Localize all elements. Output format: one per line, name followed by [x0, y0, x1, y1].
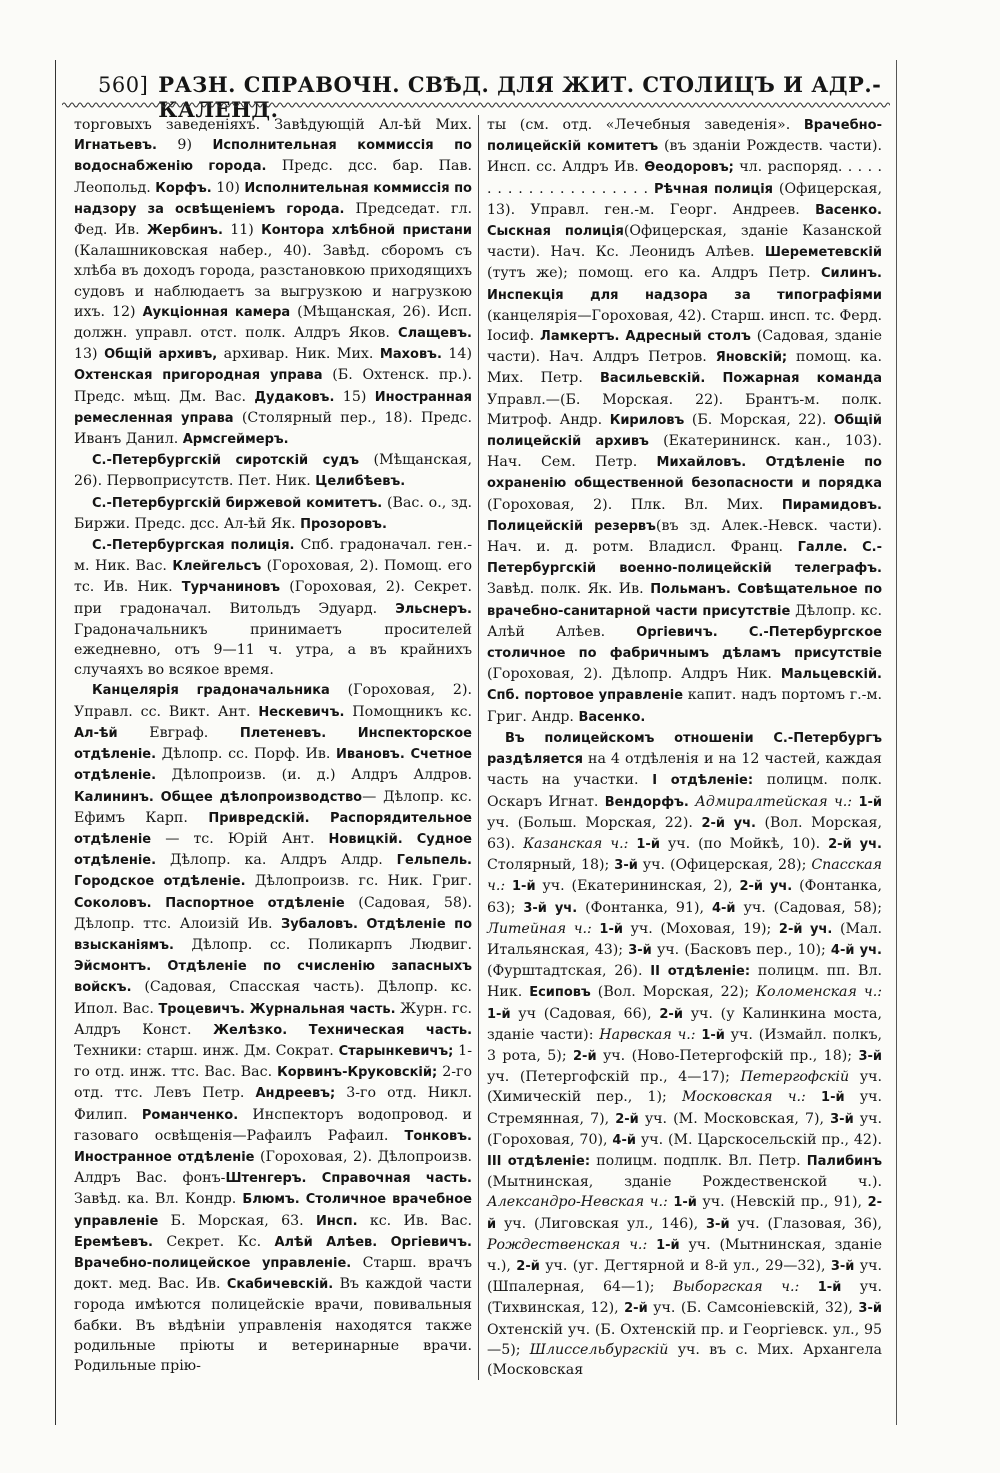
header-title: РАЗН. СПРАВОЧН. СВѢД. ДЛЯ ЖИТ. СТОЛИЦЪ И АДР.-КАЛЕНД.	[158, 72, 882, 122]
page-number: 560]	[98, 73, 149, 97]
paragraph: С.-Петербургскій биржевой комитетъ. (Вас. о., зд. Биржи. Предс. дсс. Ал-ѣй Як. Прозоровъ.	[74, 494, 472, 532]
page-frame	[55, 60, 897, 1425]
paragraph: Въ полицейскомъ отношеніи С.-Петербургъ раздѣляется на 4 отдѣленія и на 12 частей, каждая часть на участки. I отдѣленіе: полицм. полк. Оскаръ Игнат. Вендорфъ. Адмиралтейская ч.: 1-й уч. (Больш. Морская, 22). 2-й уч. (Вол. Морская, 63). Казанская ч.: 1-й уч. (по Мойкѣ, 10). 2-й уч. Столярный, 18); 3-й уч. (Офицерская, 28); Спасская ч.: 1-й уч. (Екатерининская, 2), 2-й уч. (Фонтанка, 63); 3-й уч. (Фонтанка, 91), 4-й уч. (Садовая, 58); Литейная ч.: 1-й уч. (Моховая, 19); 2-й уч. (Мал. Итальянская, 43); 3-й уч. (Басковъ пер., 10); 4-й уч. (Фурштадтская, 26). II отдѣленіе: полицм. пп. Вл. Ник. Есиповъ (Вол. Морская, 22); Коломенская ч.: 1-й уч (Садовая, 66), 2-й уч. (у Калинкина моста, зданіе части): Нарвская ч.: 1-й уч. (Измайл. полкъ, 3 рота, 5); 2-й уч. (Ново-Петергофскій пр., 18); 3-й уч. (Петергофскій пр., 4—17); Петергофскій уч. (Химическій пер., 1); Московская ч.: 1-й уч. Стремянная, 7), 2-й уч. (М. Московская, 7), 3-й уч. (Гороховая, 70), 4-й уч. (М. Царскосельскій пр., 42). III отдѣленіе: полицм. подплк. Вл. Петр. Палибинъ (Мытнинская, зданіе Рождественской ч.). Александро-Невская ч.: 1-й уч. (Невскій пр., 91), 2-й уч. (Лиговская ул., 146), 3-й уч. (Глазовая, 36), Рождественская ч.: 1-й уч. (Мытнинская, зданіе ч.), 2-й уч. (уг. Дегтярной и 8-й ул., 29—32), 3-й уч. (Шпалерная, 64—1); Выборгская ч.: 1-й уч. (Тихвинская, 12), 2-й уч. (Б. Самсоніевскій, 32), 3-й Охтенскій уч. (Б. Охтенскій пр. и Георгіевск. ул., 95—5); Шлиссельбургскій уч. въ с. Мих. Архангела (Московская	[487, 730, 883, 1378]
paragraph: С.-Петербургская полиція. Спб. градоначал. ген.-м. Ник. Вас. Клейгельсъ (Гороховая, 2). Помощ. его тс. Ив. Ник. Турчаниновъ (Гороховая, 2). Секрет. при градоначал. Витольдъ Эдуард. Эльснеръ. Градоначальникъ принимаетъ просителей ежедневно, отъ 9—11 ч. утра, а въ крайнихъ случаяхъ во всякое время.	[74, 537, 473, 679]
running-header	[56, 60, 896, 122]
paragraph: торговыхъ заведеніяхъ. Завѣдующій Ал-ѣй Мих. Игнатьевъ. 9) Исполнительная коммиссія по водоснабженію города. Предс. дсс. бар. Пав. Леопольд. Корфъ. 10) Исполнительная коммиссія по надзору за освѣщеніемъ города. Председат. гл. Фед. Ив. Жербинъ. 11) Контора хлѣбной пристани (Калашниковская набер., 40). Завѣд. сборомъ съ хлѣба въ доходъ города, разстановкою приходящихъ судовъ и наблюдаетъ за выгрузкою и нагрузкою ихъ. 12) Аукціонная камера (Мѣщанская, 26). Исп. должн. управл. отст. полк. Алдръ Яков. Слащевъ. 13) Общій архивъ, архивар. Ник. Мих. Маховъ. 14) Охтенская пригородная управа (Б. Охтенск. пр.). Предс. мѣщ. Дм. Вас. Дудаковъ. 15) Иностранная ремесленная управа (Столярный пер., 18). Предс. Иванъ Данил. Армсгеймеръ.	[74, 117, 473, 448]
paragraph: С.-Петербургскій сиротскій судъ (Мѣщанская, 26). Первоприсутств. Пет. Ник. Целибѣевъ.	[74, 452, 472, 490]
paragraph: Канцелярія градоначальника (Гороховая, 2). Управл. сс. Викт. Ант. Нескевичъ. Помощникъ кс. Ал-ѣй Евграф. Плетеневъ. Инспекторское отдѣленіе. Дѣлопр. сс. Порф. Ив. Ивановъ. Счетное отдѣленіе. Дѣлопроизв. (и. д.) Алдръ Алдров. Калининъ. Общее дѣлопроизводство— Дѣлопр. кс. Ефимъ Карп. Привредскій. Распорядительное отдѣленіе — тс. Юрій Ант. Новицкій. Судное отдѣленіе. Дѣлопр. ка. Алдръ Алдр. Гельпель. Городское отдѣленіе. Дѣлопроизв. гс. Ник. Григ. Соколовъ. Паспортное отдѣленіе (Садовая, 58). Дѣлопр. ттс. Алоизій Ив. Зубаловъ. Отдѣленіе по взысканіямъ. Дѣлопр. сс. Поликарпъ Людвиг. Эйсмонтъ. Отдѣленіе по счисленію запасныхъ войскъ. (Садовая, Спасская часть). Дѣлопр. кс. Ипол. Вас. Троцевичъ. Журнальная часть. Журн. гс. Алдръ Конст. Желѣзко. Техническая часть. Техники: старш. инж. Дм. Сократ. Старынкевичъ; 1-го отд. инж. ттс. Вас. Вас. Корвинъ-Круковскій; 2-го отд. ттс. Левъ Петр. Андреевъ; 3-го отд. Никл. Филип. Романченко. Инспекторъ водопровод. и газоваго освѣщенія—Рафаилъ Рафаил. Тонковъ. Иностранное отдѣленіе (Гороховая, 2). Дѣлопроизв. Алдръ Вас. фонъ-Штенгеръ. Справочная часть. Завѣд. ка. Вл. Кондр. Блюмъ. Столичное врачебное управленіе Б. Морская, 63. Инсп. кс. Ив. Вас. Еремѣевъ. Секрет. Кс. Алѣй Алѣев. Оргіевичъ. Врачебно-полицейское управленіе. Старш. врачъ докт. мед. Вас. Ив. Скабичевскій. Въ каждой части города имѣются полицейскіе врачи, повивальныя бабки. Въ вѣдѣніи управленія находятся также родильные пріюты и ветеринарные врачи. Родильные прію-	[74, 682, 473, 1374]
left-column	[68, 115, 478, 1380]
text-columns	[68, 115, 888, 1380]
wavy-rule	[62, 100, 890, 110]
right-column	[478, 115, 888, 1380]
paragraph: ты (см. отд. «Лечебныя заведенія». Врачебно-полицейскій комитетъ (въ зданіи Рождеств. части). Инсп. сс. Алдръ Ив. Өеодоровъ; чл. распоряд. . . . . . . . . . . . . . . . . . . . . Рѣчная полиція (Офицерская, 13). Управл. ген.-м. Георг. Андреев. Васенко. Сыскная полиція(Офицерская, зданіе Казанской части). Нач. Кс. Леонидъ Алѣев. Шереметевскій (тутъ же); помощ. его ка. Алдръ Петр. Силинъ. Инспекція для надзора за типографіями (канцелярія—Гороховая, 42). Старш. инсп. тс. Ферд. Іосиф. Ламкертъ. Адресный столъ (Садовая, зданіе части). Нач. Алдръ Петров. Яновскій; помощ. ка. Мих. Петр. Васильевскій. Пожарная команда Управл.—(Б. Морская. 22). Брантъ-м. полк. Митроф. Андр. Кириловъ (Б. Морская, 22). Общій полицейскій архивъ (Екатерининск. кан., 103). Нач. Сем. Петр. Михайловъ. Отдѣленіе по охраненію общественной безопасности и порядка (Гороховая, 2). Плк. Вл. Мих. Пирамидовъ. Полицейскій резервъ(въ зд. Алек.-Невск. части). Нач. и. д. ротм. Владисл. Франц. Галле. С.-Петербургскій военно-полицейскій телеграфъ. Завѣд. полк. Як. Ив. Польманъ. Совѣщательное по врачебно-санитарной части присутствіе Дѣлопр. кс. Алѣй Алѣев. Оргіевичъ. С.-Петербургское столичное по фабричнымъ дѣламъ присутствіе (Гороховая, 2). Дѣлопр. Алдръ Ник. Мальцевскій. Спб. портовое управленіе капит. надъ портомъ г.-м. Григ. Андр. Васенко.	[487, 117, 883, 725]
